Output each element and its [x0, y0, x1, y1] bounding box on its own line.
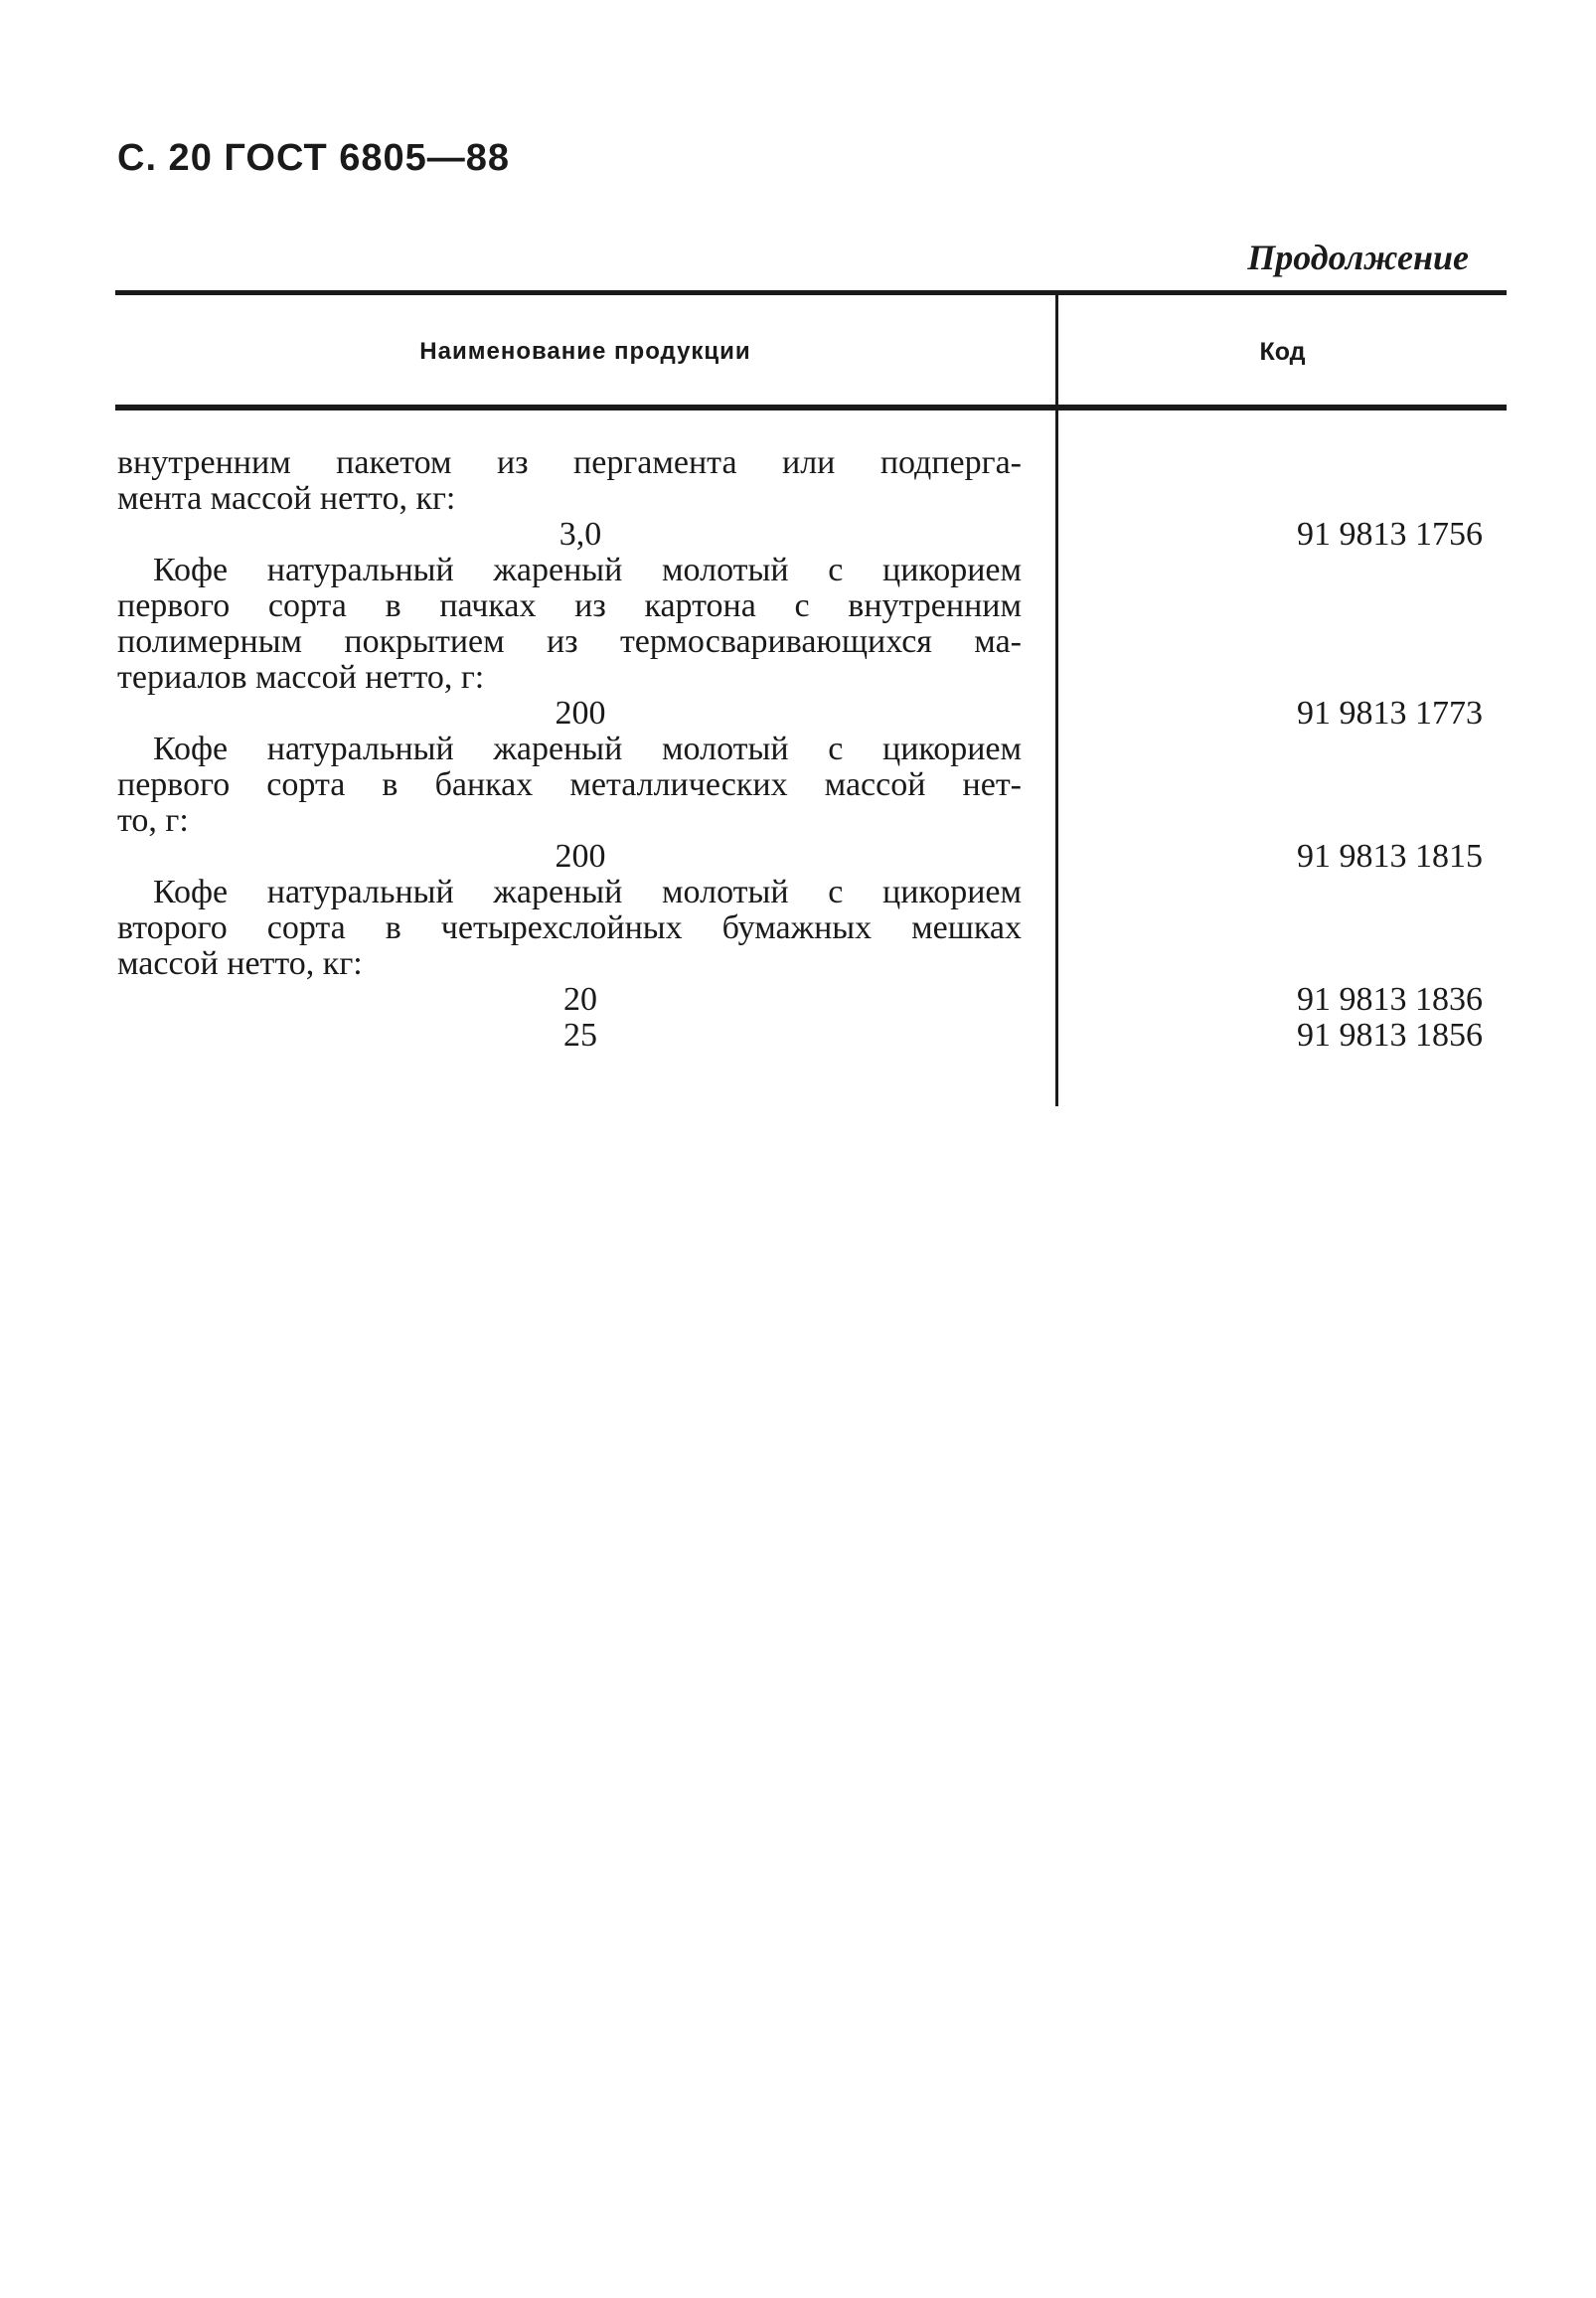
product-description-line: мента массой нетто, кг:	[117, 480, 456, 517]
table-row	[117, 1017, 1483, 1054]
net-weight-value: 3,0	[559, 516, 602, 553]
page-header: С. 20 ГОСТ 6805—88	[117, 137, 511, 179]
table-row	[117, 838, 1483, 875]
net-weight-value: 25	[563, 1017, 597, 1054]
net-weight-value: 20	[563, 981, 597, 1018]
product-description-line: Кофе натуральный жареный молотый с цикорием	[153, 874, 1022, 910]
product-description-line: полимерным покрытием из термосваривающихся ма-	[117, 623, 1022, 660]
table-row	[117, 695, 1483, 732]
product-description-line: первого сорта в банках металлических массой нет-	[117, 766, 1022, 803]
product-code: 91 9813 1815	[1297, 838, 1483, 875]
product-description-line: Кофе натуральный жареный молотый с цикорием	[153, 731, 1022, 767]
continuation-label: Продолжение	[1247, 238, 1469, 277]
product-description-line: то, г:	[117, 802, 189, 839]
table-row	[117, 981, 1483, 1018]
table-body	[117, 444, 1483, 1054]
product-description-line: массой нетто, кг:	[117, 945, 363, 982]
table-row	[117, 516, 1483, 553]
product-code: 91 9813 1773	[1297, 695, 1483, 732]
table-top-rule	[115, 290, 1507, 295]
product-code: 91 9813 1756	[1297, 516, 1483, 553]
product-code: 91 9813 1856	[1297, 1017, 1483, 1054]
net-weight-value: 200	[555, 695, 606, 732]
product-description-line: внутренним пакетом из пергамента или подперга-	[117, 444, 1022, 481]
product-description-line: териалов массой нетто, г:	[117, 659, 485, 696]
product-code: 91 9813 1836	[1297, 981, 1483, 1018]
product-description-line: первого сорта в пачках из картона с внутренним	[117, 587, 1022, 624]
table-body-divider	[1055, 410, 1058, 1106]
table-header-rule	[115, 405, 1507, 410]
product-entry	[117, 874, 1483, 1054]
column-header-code: Код	[1259, 338, 1306, 366]
net-weight-value: 200	[555, 838, 606, 875]
product-description-line: второго сорта в четырехслойных бумажных мешках	[117, 909, 1022, 946]
product-entry	[117, 731, 1483, 875]
product-entry	[117, 444, 1483, 553]
product-description-line: Кофе натуральный жареный молотый с цикорием	[153, 552, 1022, 588]
product-entry	[117, 552, 1483, 732]
column-header-name: Наименование продукции	[419, 338, 751, 365]
